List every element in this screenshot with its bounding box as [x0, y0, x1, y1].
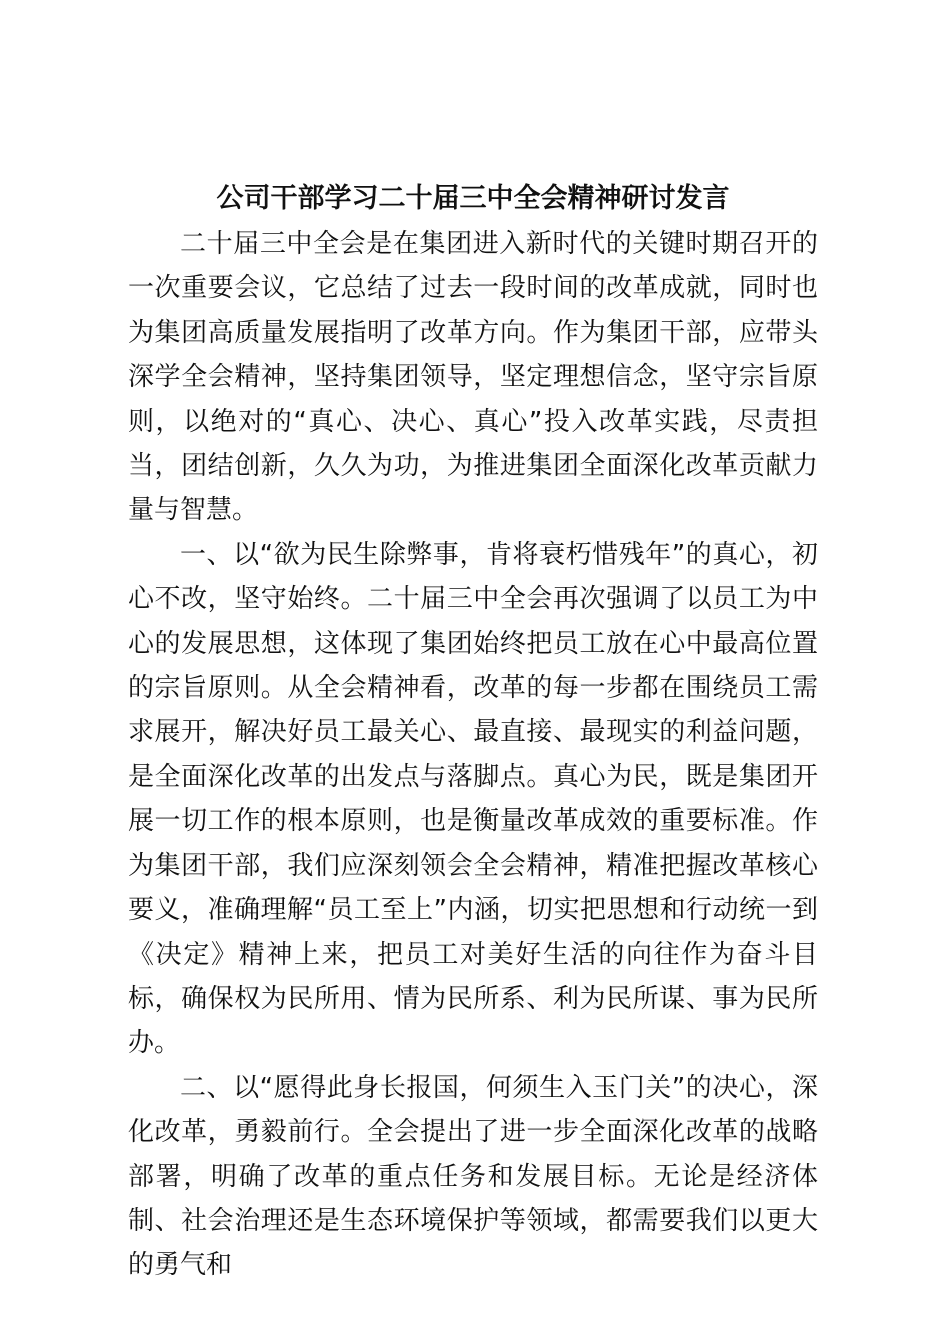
paragraph-section-2: 二、以“愿得此身长报国，何须生入玉门关”的决心，深化改革，勇毅前行。全会提出了进一步全面深化改革的战略部署，明确了改革的重点任务和发展目标。无论是经济体制、社会治理还是生态环境保护等领域，都需要我们以更大的勇气和 — [128, 1072, 818, 1281]
paragraph-section-1: 一、以“欲为民生除弊事，肯将衰朽惜残年”的真心，初心不改，坚守始终。二十届三中全会再次强调了以员工为中心的发展思想，这体现了集团始终把员工放在心中最高位置的宗旨原则。从全会精神看，改革的每一步都在围绕员工需求展开，解决好员工最关心、最直接、最现实的利益问题，是全面深化改革的出发点与落脚点。真心为民，既是集团开展一切工作的根本原则，也是衡量改革成效的重要标准。作为集团干部，我们应深刻领会全会精神，精准把握改革核心要义，准确理解“员工至上”内涵，切实把思想和行动统一到《决定》精神上来，把员工对美好生活的向往作为奋斗目标，确保权为民所用、情为民所系、利为民所谋、事为民所办。 — [128, 539, 818, 1059]
document-page — [128, 176, 818, 1288]
document-title: 公司干部学习二十届三中全会精神研讨发言 — [216, 183, 730, 214]
paragraph-intro: 二十届三中全会是在集团进入新时代的关键时期召开的一次重要会议，它总结了过去一段时间的改革成就，同时也为集团高质量发展指明了改革方向。作为集团干部，应带头深学全会精神，坚持集团领导，坚定理想信念，坚守宗旨原则，以绝对的“真心、决心、真心”投入改革实践，尽责担当，团结创新，久久为功，为推进集团全面深化改革贡献力量与智慧。 — [128, 229, 818, 526]
